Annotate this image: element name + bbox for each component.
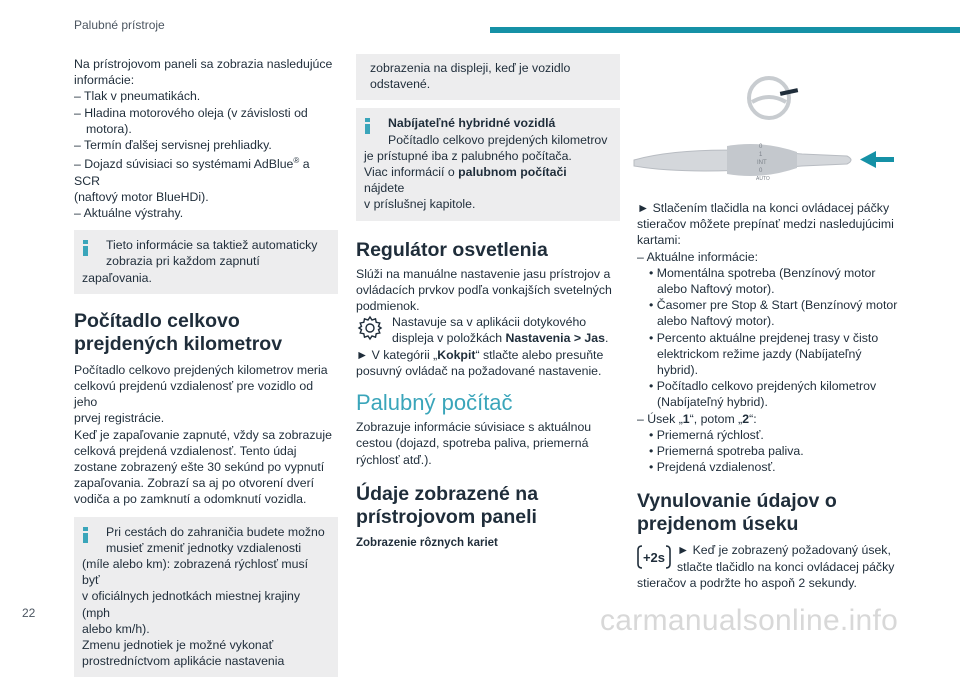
odometer-paragraph: Počítadlo celkovo prejdených kilometrov meria celkovú prejdenú vzdialenosť pre vozidlo od jeho prvej registrácie. Keď je zapaľovanie zapnuté, vždy sa zobrazuje celková prejdená vzdialenosť. Tento údaj zostane zobrazený ešte 30 sekúnd po vypnutí zapaľovania. Zobrazí sa aj po otvorení dverí vodiča a po zamknutí a odomknutí vozidla. [74, 362, 332, 507]
reset-paragraph-end: stieračov a podržte ho aspoň 2 sekundy. [637, 575, 857, 590]
running-header: Palubné prístroje [74, 18, 165, 32]
section-heading-instrument-data: Údaje zobrazené na prístrojovom paneli [356, 482, 539, 528]
svg-text:+2s: +2s [642, 550, 666, 566]
watermark: carmanualsonline.info [600, 604, 899, 637]
wiper-stalk-icon [634, 144, 851, 182]
cockpit-instruction: ► V kategórii „Kokpit“ stlačte alebo presuňte posuvný ovládač na požadované nastavenie. [356, 347, 604, 378]
section-heading-odometer: Počítadlo celkovo prejdených kilometrov [74, 309, 283, 355]
intro-paragraph: Na prístrojovom paneli sa zobrazia nasledujúce informácie: – Tlak v pneumatikách. – Hladina motorového oleja (v závislosti od motora). – Termín ďalšej servisnej prehliadky. – Dojazd súvisiaci so systémami AdBlue® a SCR (naftový motor BlueHDi). – Aktuálne výstrahy. [74, 57, 333, 220]
hold-2s-icon [637, 544, 671, 570]
info-icon [83, 240, 88, 256]
cards-paragraph: ► Stlačením tlačidla na konci ovládacej páčky stieračov môžete prepínať medzi nasledujúcimi kartami: – Aktuálne informácie: • Momentálna spotreba (Benzínový motor alebo Naftový motor). • Časomer pre Stop & Start (Benzínový motor alebo Naftový motor). • Percento aktuálne prejdenej trasy v čisto elektrickom režime jazdy (Nabíjateľný hybrid). • Počítadlo celkovo prejdených kilometrov (Nabíjateľný hybrid). – Úsek „1“, potom „2“: • Priemerná rýchlosť. • Priemerná spotreba paliva. • Prejdená vzdialenosť. [637, 201, 898, 475]
hybrid-note: Nabíjateľné hybridné vozidlá Počítadlo celkovo prejdených kilometrov je prístupné iba z palubného počítača. Viac informácií o palubnom počítači nájdete v príslušnej kapitole. [356, 108, 620, 220]
info-note-units: Pri cestách do zahraničia budete možno musieť zmeniť jednotky vzdialenosti (míle alebo km): zobrazená rýchlosť musí byť v oficiálnych jednotkách miestnej krajiny (mph alebo km/h). Zmenu jednotiek je možné vykonať prostredníctvom aplikácie nastavenia [74, 517, 338, 677]
settings-instruction: Nastavuje sa v aplikácii dotykového displeja v položkách Nastavenia > Jas. [356, 314, 620, 346]
info-note-continued: zobrazenia na displeji, keď je vozidlo odstavené. [356, 54, 620, 100]
subheading-cards: Zobrazenie rôznych kariet [356, 536, 498, 549]
page-number: 22 [22, 606, 36, 620]
svg-text:0: 0 [759, 168, 763, 174]
svg-text:0: 0 [759, 144, 763, 150]
section-heading-trip-computer: Palubný počítač [356, 390, 513, 416]
section-heading-dimmer: Regulátor osvetlenia [356, 238, 548, 261]
svg-text:AUTO: AUTO [756, 176, 770, 182]
svg-text:1: 1 [759, 152, 763, 158]
column-2 [356, 54, 620, 551]
column-1 [74, 56, 338, 677]
steering-wheel-icon [749, 78, 798, 118]
column-3 [637, 200, 899, 591]
arrow-left-icon [860, 151, 894, 168]
svg-text:INT: INT [757, 160, 767, 166]
info-icon [365, 118, 370, 134]
section-heading-trip-reset: Vynulovanie údajov o prejdenom úseku [637, 490, 837, 536]
gear-icon [356, 314, 384, 342]
dimmer-paragraph: Slúži na manuálne nastavenie jasu prístrojov a ovládacích prvkov podľa vonkajších svetelných podmienok. [356, 266, 612, 314]
info-icon [83, 527, 88, 543]
reset-instruction: +2s ► Keď je zobrazený požadovaný úsek, stlačte tlačidlo na konci ovládacej páčky [637, 542, 899, 574]
trip-computer-paragraph: Zobrazuje informácie súvisiace s aktuálnou cestou (dojazd, spotreba paliva, priemerná rýchlosť atď.). [356, 420, 592, 467]
info-note: Tieto informácie sa taktiež automaticky zobrazia pri každom zapnutí zapaľovania. [74, 230, 338, 294]
header-accent-bar [490, 27, 960, 33]
wiper-stalk-illustration [632, 60, 902, 195]
